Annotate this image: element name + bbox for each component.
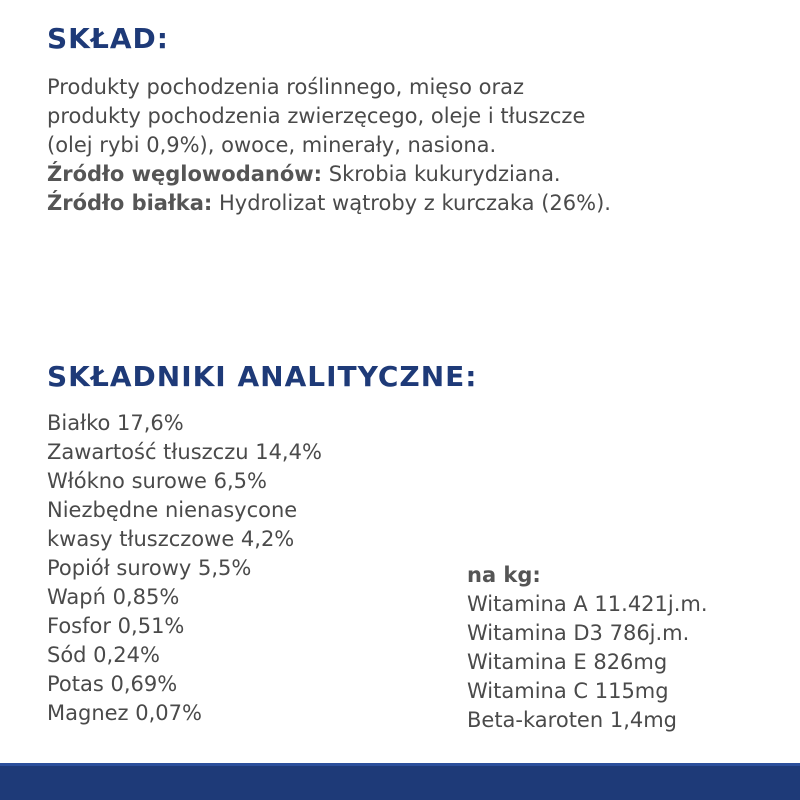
analytical-item: Niezbędne nienasycone — [47, 498, 298, 522]
vitamin-item: Witamina A 11.421j.m. — [467, 592, 708, 616]
composition-text — [47, 73, 787, 218]
vitamin-item: Beta-karoten 1,4mg — [467, 708, 678, 732]
vitamin-item: Witamina C 115mg — [467, 679, 669, 703]
analytical-item: Fosfor 0,51% — [47, 614, 185, 638]
protein-source-label: Źródło białka: — [47, 191, 213, 215]
analytical-list — [47, 409, 322, 728]
composition-line: (olej rybi 0,9%), owoce, minerały, nasiona. — [47, 133, 497, 157]
bottom-bar-stripe — [0, 763, 800, 766]
vitamin-item: Witamina E 826mg — [467, 650, 668, 674]
bottom-bar — [0, 763, 800, 800]
vitamin-item: Witamina D3 786j.m. — [467, 621, 690, 645]
carbohydrate-source — [47, 160, 787, 189]
carbohydrate-source-value: Skrobia kukurydziana. — [322, 162, 561, 186]
vitamins-list — [467, 590, 708, 735]
analytical-item: Białko 17,6% — [47, 411, 184, 435]
analytical-item: Potas 0,69% — [47, 672, 178, 696]
composition-line: Produkty pochodzenia roślinnego, mięso oraz — [47, 75, 525, 99]
analytical-item: Wapń 0,85% — [47, 585, 180, 609]
analytical-item: Popiół surowy 5,5% — [47, 556, 252, 580]
analytical-item: Sód 0,24% — [47, 643, 160, 667]
composition-heading: SKŁAD: — [47, 22, 169, 55]
protein-source-value: Hydrolizat wątroby z kurczaka (26%). — [212, 191, 611, 215]
analytical-item: Magnez 0,07% — [47, 701, 202, 725]
composition-line: produkty pochodzenia zwierzęcego, oleje i tłuszcze — [47, 104, 586, 128]
vitamins-block — [467, 561, 708, 735]
analytical-item: kwasy tłuszczowe 4,2% — [47, 527, 295, 551]
analytical-item: Włókno surowe 6,5% — [47, 469, 267, 493]
analytical-heading: SKŁADNIKI ANALITYCZNE: — [47, 360, 478, 393]
carbohydrate-source-label: Źródło węglowodanów: — [47, 162, 323, 186]
analytical-item: Zawartość tłuszczu 14,4% — [47, 440, 322, 464]
vitamins-title: na kg: — [467, 563, 541, 587]
protein-source — [47, 189, 787, 218]
